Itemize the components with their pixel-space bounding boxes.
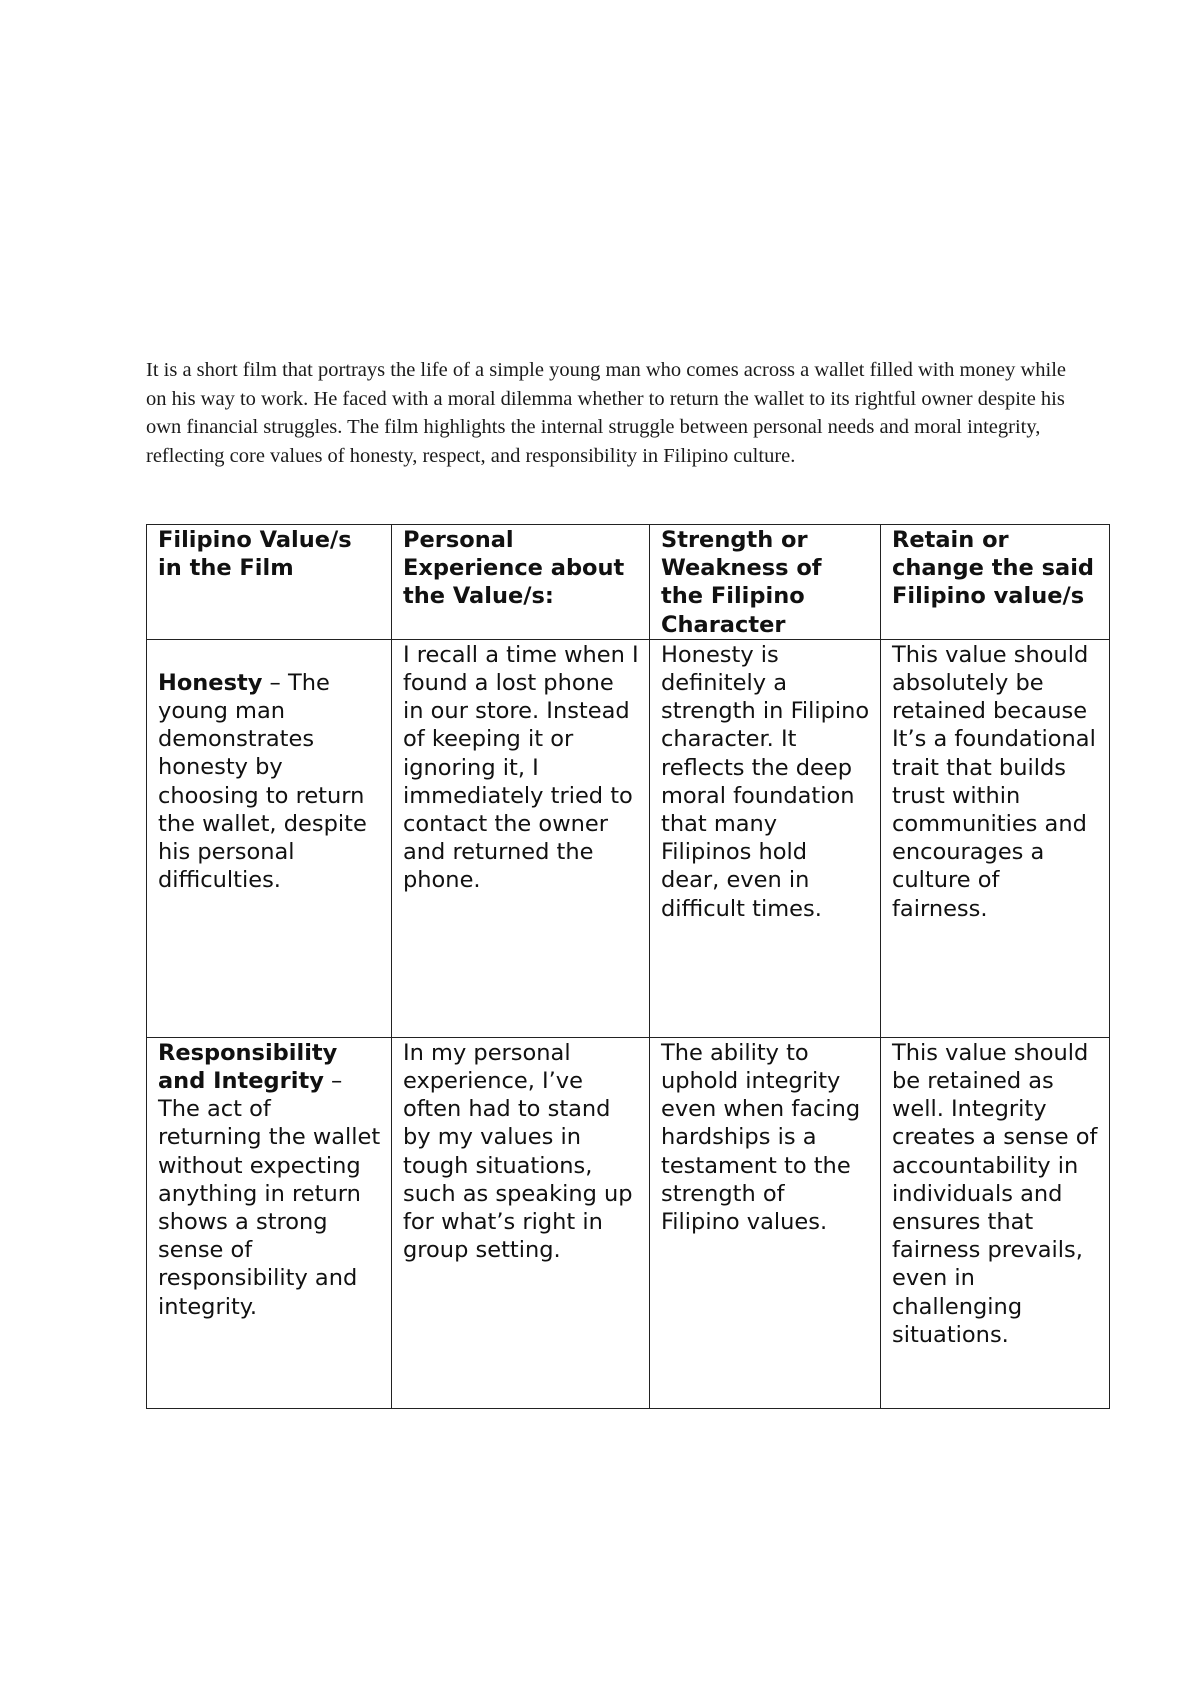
table-row bbox=[147, 639, 1110, 1037]
table-row bbox=[147, 1037, 1110, 1408]
value-cell bbox=[147, 639, 392, 1037]
experience-cell: In my personal experience, I’ve often had to stand by my values in tough situations, such as speaking up for what’s right in group setting. bbox=[392, 1037, 650, 1408]
table-header-row bbox=[147, 525, 1110, 640]
header-personal-experience: Personal Experience about the Value/s: bbox=[392, 525, 650, 640]
retain-cell: This value should be retained as well. Integrity creates a sense of accountability in individuals and ensures that fairness prevails, even in challenging situations. bbox=[881, 1037, 1110, 1408]
value-name: Responsibility and Integrity bbox=[158, 1039, 338, 1095]
value-name: Honesty bbox=[158, 669, 263, 696]
header-strength-weakness: Strength or Weakness of the Filipino Character bbox=[650, 525, 881, 640]
intro-paragraph: It is a short film that portrays the life of a simple young man who comes across a wallet filled with money while on his way to work. He faced with a moral dilemma whether to return the wallet to its rightful owner despite his own financial struggles. The film highlights the internal struggle between personal needs and moral integrity, reflecting core values of honesty, respect, and responsibility in Filipino culture. bbox=[146, 359, 1067, 467]
header-retain-change: Retain or change the said Filipino value/s bbox=[881, 525, 1110, 640]
header-filipino-values: Filipino Value/s in the Film bbox=[147, 525, 392, 640]
strength-cell: The ability to uphold integrity even when facing hardships is a testament to the strength of Filipino values. bbox=[650, 1037, 881, 1408]
experience-cell: I recall a time when I found a lost phone in our store. Instead of keeping it or ignoring it, I immediately tried to contact the owner and returned the phone. bbox=[392, 639, 650, 1037]
strength-cell: Honesty is definitely a strength in Filipino character. It reflects the deep moral foundation that many Filipinos hold dear, even in difficult times. bbox=[650, 639, 881, 1037]
filipino-values-table bbox=[146, 524, 1110, 1409]
value-cell bbox=[147, 1037, 392, 1408]
retain-cell: This value should absolutely be retained because It’s a foundational trait that builds trust within communities and encourages a culture of fairness. bbox=[881, 639, 1110, 1037]
value-description: – The young man demonstrates honesty by choosing to return the wallet, despite his personal difficulties. bbox=[158, 669, 367, 894]
value-description: – The act of returning the wallet without expecting anything in return shows a strong sense of responsibility and integrity. bbox=[158, 1068, 381, 1320]
